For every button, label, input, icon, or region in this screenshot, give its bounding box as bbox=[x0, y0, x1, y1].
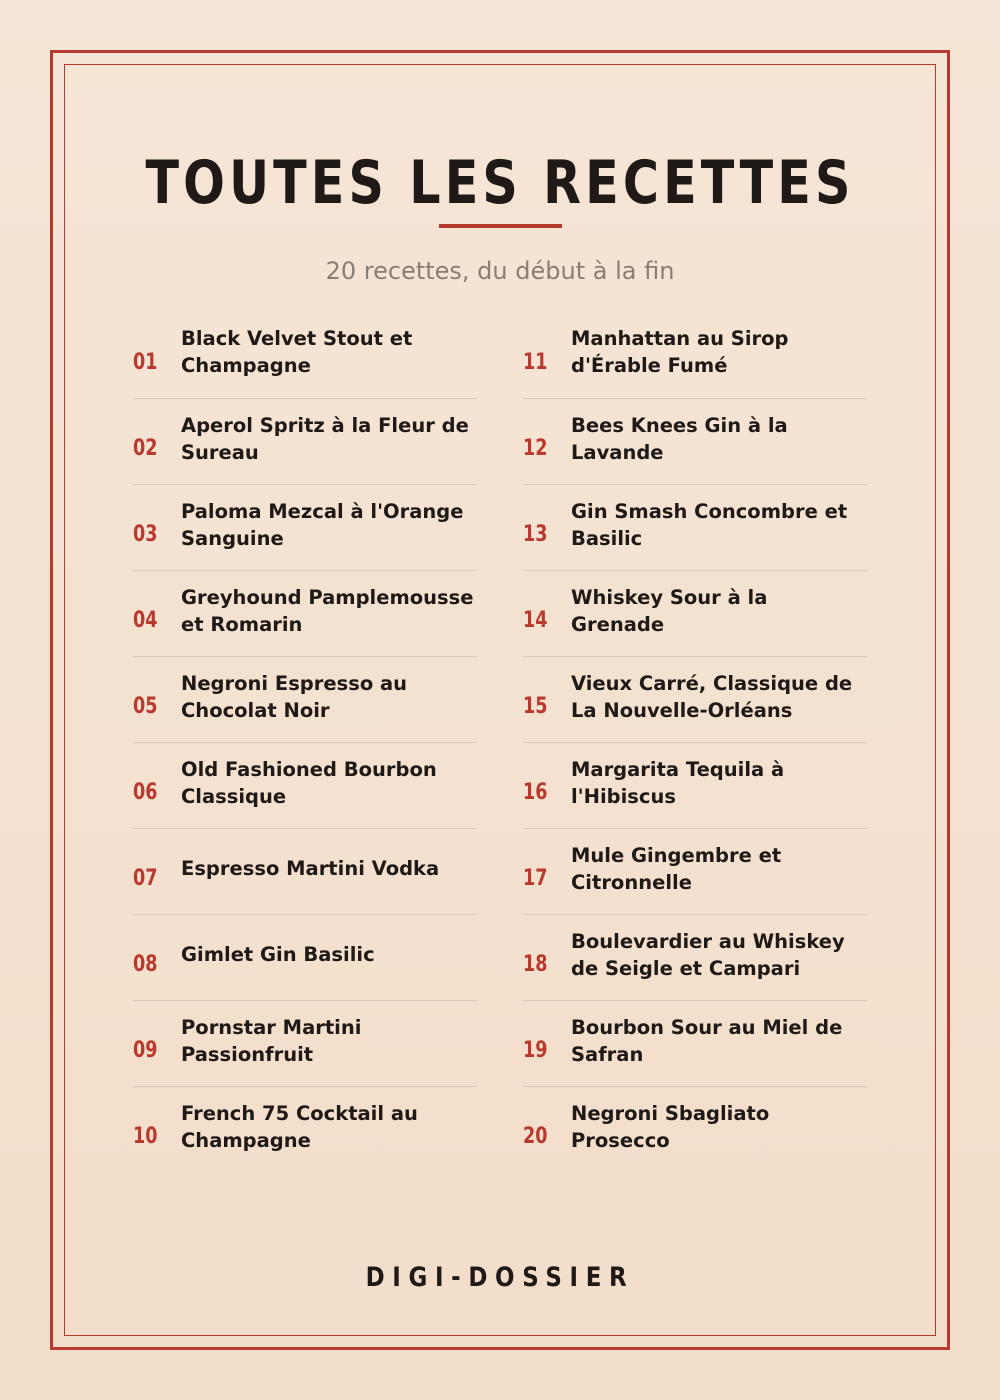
recipe-name: Margarita Tequila à l'Hibiscus bbox=[571, 757, 785, 808]
recipe-number: 03 bbox=[133, 522, 158, 547]
recipe-list-right bbox=[523, 312, 867, 1172]
recipe-name: Manhattan au Sirop d'Érable Fumé bbox=[571, 327, 789, 377]
recipe-number: 10 bbox=[133, 1124, 158, 1149]
recipe-name: Greyhound Pamplemousse et Romarin bbox=[181, 585, 474, 636]
recipe-number: 14 bbox=[523, 608, 548, 633]
recipe-number: 02 bbox=[133, 436, 158, 461]
recipe-number: 18 bbox=[523, 952, 548, 977]
recipe-number: 17 bbox=[523, 866, 548, 891]
recipe-item[interactable] bbox=[133, 914, 477, 1000]
recipe-number: 19 bbox=[523, 1038, 548, 1063]
recipe-name: Boulevardier au Whiskey de Seigle et Campari bbox=[571, 929, 845, 980]
recipe-name: Old Fashioned Bourbon Classique bbox=[181, 757, 437, 808]
recipe-item[interactable] bbox=[523, 914, 867, 1000]
recipe-item[interactable] bbox=[523, 570, 867, 656]
recipe-name: Bourbon Sour au Miel de Safran bbox=[571, 1015, 843, 1066]
recipe-name: Espresso Martini Vodka bbox=[181, 857, 440, 880]
recipe-name: Black Velvet Stout et Champagne bbox=[181, 327, 413, 377]
recipe-name: Whiskey Sour à la Grenade bbox=[571, 585, 768, 636]
recipe-name: Gin Smash Concombre et Basilic bbox=[571, 499, 848, 550]
recipe-item[interactable] bbox=[523, 1000, 867, 1086]
recipe-number: 01 bbox=[133, 349, 158, 375]
recipe-item[interactable] bbox=[133, 398, 477, 484]
recipe-number: 08 bbox=[133, 952, 158, 977]
recipe-item[interactable] bbox=[523, 828, 867, 914]
recipe-list-left bbox=[133, 312, 477, 1172]
recipe-item[interactable] bbox=[133, 570, 477, 656]
recipe-number: 09 bbox=[133, 1038, 158, 1063]
recipe-name: French 75 Cocktail au Champagne bbox=[181, 1101, 418, 1152]
brand-footer: DIGI-DOSSIER bbox=[365, 1262, 635, 1293]
page-subtitle: 20 recettes, du début à la fin bbox=[325, 257, 675, 285]
title-underline bbox=[439, 224, 562, 228]
recipe-item[interactable] bbox=[133, 312, 477, 398]
recipe-item[interactable] bbox=[523, 656, 867, 742]
recipe-number: 05 bbox=[133, 694, 158, 719]
recipe-name: Mule Gingembre et Citronnelle bbox=[571, 843, 782, 894]
recipe-name: Pornstar Martini Passionfruit bbox=[181, 1015, 362, 1066]
recipe-number: 16 bbox=[523, 780, 548, 805]
recipe-name: Bees Knees Gin à la Lavande bbox=[571, 413, 788, 464]
recipe-item[interactable] bbox=[523, 398, 867, 484]
recipe-number: 07 bbox=[133, 866, 158, 891]
recipe-number: 20 bbox=[523, 1124, 548, 1149]
recipe-item[interactable] bbox=[133, 1000, 477, 1086]
recipe-item[interactable] bbox=[133, 484, 477, 570]
page-title: TOUTES LES RECETTES bbox=[145, 148, 855, 218]
recipe-item[interactable] bbox=[523, 742, 867, 828]
recipe-number: 13 bbox=[523, 522, 548, 547]
recipe-item[interactable] bbox=[133, 656, 477, 742]
recipe-name: Negroni Espresso au Chocolat Noir bbox=[181, 671, 408, 722]
recipe-item[interactable] bbox=[523, 312, 867, 398]
recipe-name: Negroni Sbagliato Prosecco bbox=[571, 1101, 770, 1152]
recipe-number: 15 bbox=[523, 694, 548, 719]
recipe-item[interactable] bbox=[523, 484, 867, 570]
recipe-item[interactable] bbox=[133, 828, 477, 914]
recipe-number: 04 bbox=[133, 608, 158, 633]
recipe-name: Vieux Carré, Classique de La Nouvelle-Orléans bbox=[571, 671, 853, 722]
recipe-number: 12 bbox=[523, 436, 548, 461]
recipe-name: Gimlet Gin Basilic bbox=[181, 943, 375, 966]
recipe-number: 06 bbox=[133, 780, 158, 805]
recipe-item[interactable] bbox=[133, 1086, 477, 1172]
recipe-name: Paloma Mezcal à l'Orange Sanguine bbox=[181, 499, 464, 550]
recipe-number: 11 bbox=[523, 349, 548, 375]
recipe-item[interactable] bbox=[133, 742, 477, 828]
recipe-item[interactable] bbox=[523, 1086, 867, 1172]
recipe-name: Aperol Spritz à la Fleur de Sureau bbox=[181, 413, 469, 464]
